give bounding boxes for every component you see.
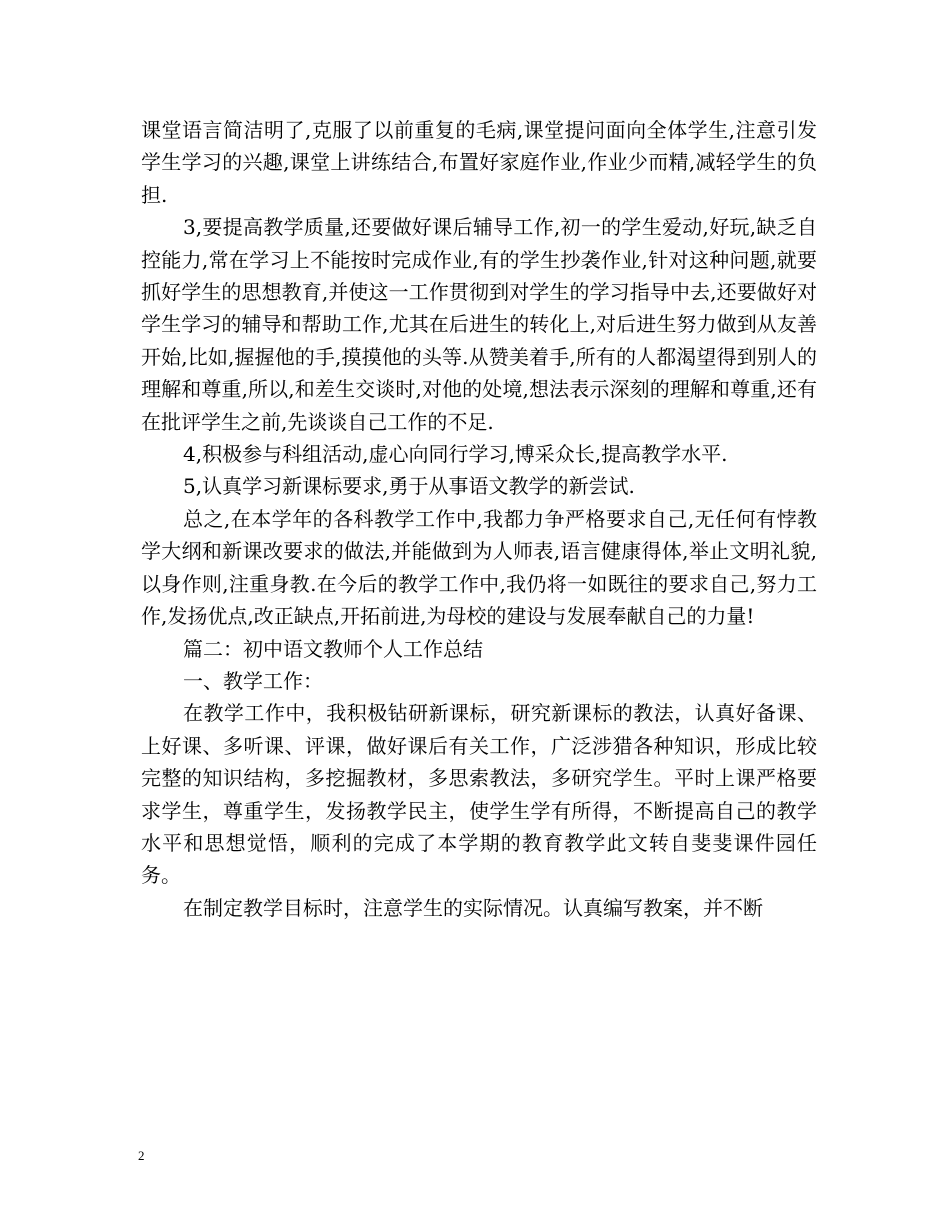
subsection-heading: 一、教学工作： — [183, 668, 323, 693]
page-number: 2 — [138, 1148, 145, 1163]
paragraph-5: 总之,在本学年的各科教学工作中,我都力争严格要求自己,无任何有悖教学大纲和新课改要求的做法,并能做到为人师表,语言健康得体,举止文明礼貌,以身作则,注重身教.在今后的教学工作中,我仍将一如既往的要求自己,努力工作,发扬优点,改正缺点,开拓前进,为母校的建设与发展奉献自己的力量! — [141, 506, 817, 629]
paragraph-1: 课堂语言简洁明了,克服了以前重复的毛病,课堂提问面向全体学生,注意引发学生学习的兴趣,课堂上讲练结合,布置好家庭作业,作业少而精,减轻学生的负担. — [141, 118, 817, 207]
paragraph-7: 在制定教学目标时，注意学生的实际情况。认真编写教案，并不断 — [183, 895, 763, 920]
paragraph-3: 4,积极参与科组活动,虚心向同行学习,博采众长,提高教学水平. — [183, 442, 728, 467]
paragraph-2: 3,要提高教学质量,还要做好课后辅导工作,初一的学生爱动,好玩,缺乏自控能力,常在学习上不能按时完成作业,有的学生抄袭作业,针对这种问题,就要抓好学生的思想教育,并使这一工作贯彻到对学生的学习指导中去,还要做好对学生学习的辅导和帮助工作,尤其在后进生的转化上,对后进生努力做到从友善开始,比如,握握他的手,摸摸他的头等.从赞美着手,所有的人都渴望得到别人的理解和尊重,所以,和差生交谈时,对他的处境,想法表示深刻的理解和尊重,还有在批评学生之前,先谈谈自己工作的不足. — [141, 215, 817, 434]
paragraph-4: 5,认真学习新课标要求,勇于从事语文教学的新尝试. — [183, 474, 635, 499]
paragraph-6: 在教学工作中，我积极钻研新课标，研究新课标的教法，认真好备课、上好课、多听课、评课，做好课后有关工作，广泛涉猎各种知识，形成比较完整的知识结构，多挖掘教材，多思索教法，多研究学生。平时上课严格要求学生，尊重学生，发扬教学民主，使学生学有所得，不断提高自己的教学水平和思想觉悟，顺利的完成了本学期的教育教学此文转自斐斐课件园任务。 — [141, 701, 817, 888]
document-body — [141, 114, 817, 924]
section-heading: 篇二：初中语文教师个人工作总结 — [183, 636, 483, 661]
